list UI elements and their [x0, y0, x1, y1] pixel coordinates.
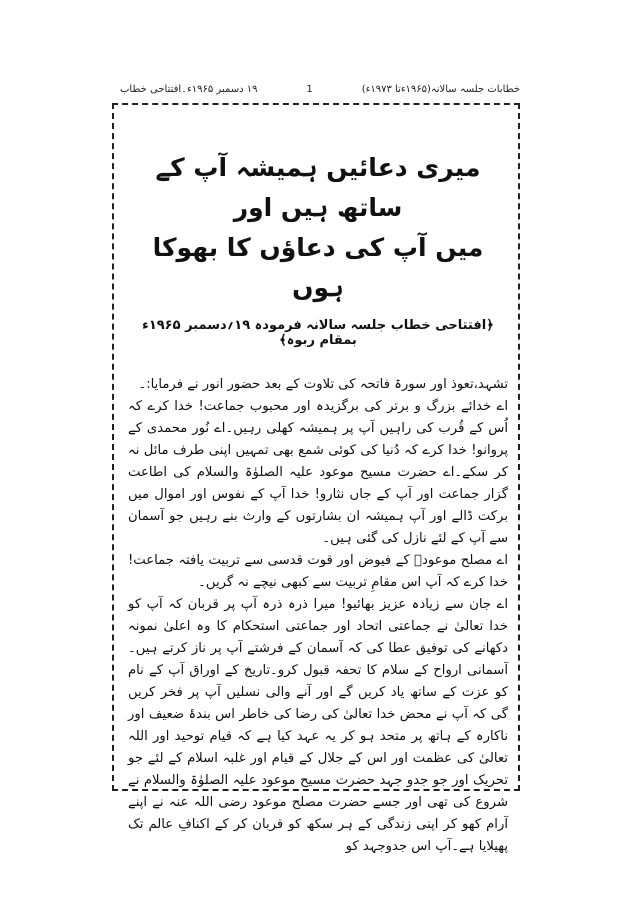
header-book-title: خطابات جلسہ سالانہ(۱۹۶۵ءتا ۱۹۷۳ء) — [361, 83, 520, 95]
paragraph: اے خدائے بزرگ و برتر کی برگزیدہ اور محبوب جماعت! خدا کرے کہ اُس کے قُرب کی راہیں آپ پر ہمیشہ کھلی رہیں۔اے نُور محمدی کے پروانو! خدا کرے کہ دُنیا کی کوئی شمع بھی تمہیں اپنی طرف مائل نہ کر سکے۔اے حضرت مسیح موعود علیہ الصلوٰۃ والسلام کی اطاعت گزار جماعت اور آپ کے جاں نثارو! خدا آپ کے نفوس اور اموال میں برکت ڈالے اور آپ ہمیشہ ان بشارتوں کے وارث بنے رہیں جو آسمان سے آپ کے لئے نازل کی گئی ہیں۔ — [128, 399, 508, 546]
speech-body — [128, 374, 508, 858]
paragraph: اے مصلح موعودؓ کے فیوض اور قوت قدسی سے تربیت یافتہ جماعت! خدا کرے کہ آپ اس مقامِ تربیت سے کبھی نیچے نہ گریں۔ — [128, 553, 508, 590]
title-line-1: میری دعائیں ہمیشہ آپ کے ساتھ ہیں اور — [155, 153, 481, 222]
header-speech-date: ۱۹ دسمبر ۱۹۶۵ء۔افتتاحی خطاب — [120, 83, 258, 95]
page-number: 1 — [306, 83, 313, 95]
page-header — [120, 78, 520, 100]
title-line-2: میں آپ کی دعاؤں کا بھوکا ہوں — [152, 233, 484, 302]
page-content — [128, 148, 508, 858]
paragraph-opening: تشہد،تعوذ اور سورۃ فاتحہ کی تلاوت کے بعد حضور انور نے فرمایا:۔ — [138, 377, 508, 392]
page-title — [128, 148, 508, 308]
paragraph: اے جان سے زیادہ عزیز بھائیو! میرا ذرہ ذرہ آپ پر قربان کہ آپ کو خدا تعالیٰ نے جماعتی اتحاد اور جماعتی استحکام کا وہ اعلیٰ نمونہ دکھانے کی توفیق عطا کی کہ آسمان کے فرشتے آپ پر ناز کرتے ہیں۔آسمانی ارواح کے سلام کا تحفہ قبول کرو۔تاریخ کے اوراق آپ کے نام کو عزت کے ساتھ یاد کریں گے اور آنے والی نسلیں آپ پر فخر کریں گی کہ آپ نے محض خدا تعالیٰ کی رضا کی خاطر اس بندۂ ضعیف اور ناکارہ کے ہاتھ پر متحد ہو کر یہ عہد کیا ہے کہ قیام توحید اور اللہ تعالیٰ کی عظمت اور اس کے جلال کے قیام اور غلبہ اسلام کے لئے جو تحریک اور جو جدو جہد حضرت مسیح موعود علیہ الصلوٰۃ والسلام نے شروع کی تھی اور جسے حضرت مصلح موعود رضی اللہ عنہ نے اپنے آرام کھو کر اپنی زندگی کے ہر سکھ کو قربان کر کے اکنافِ عالم تک پھیلایا ہے۔آپ اس جدوجہد کو — [128, 597, 508, 854]
speech-subtitle: ﴿افتتاحی خطاب جلسہ سالانہ فرمودہ ۱۹؍دسمبر ۱۹۶۵ء بمقام ربوہ﴾ — [142, 318, 494, 348]
